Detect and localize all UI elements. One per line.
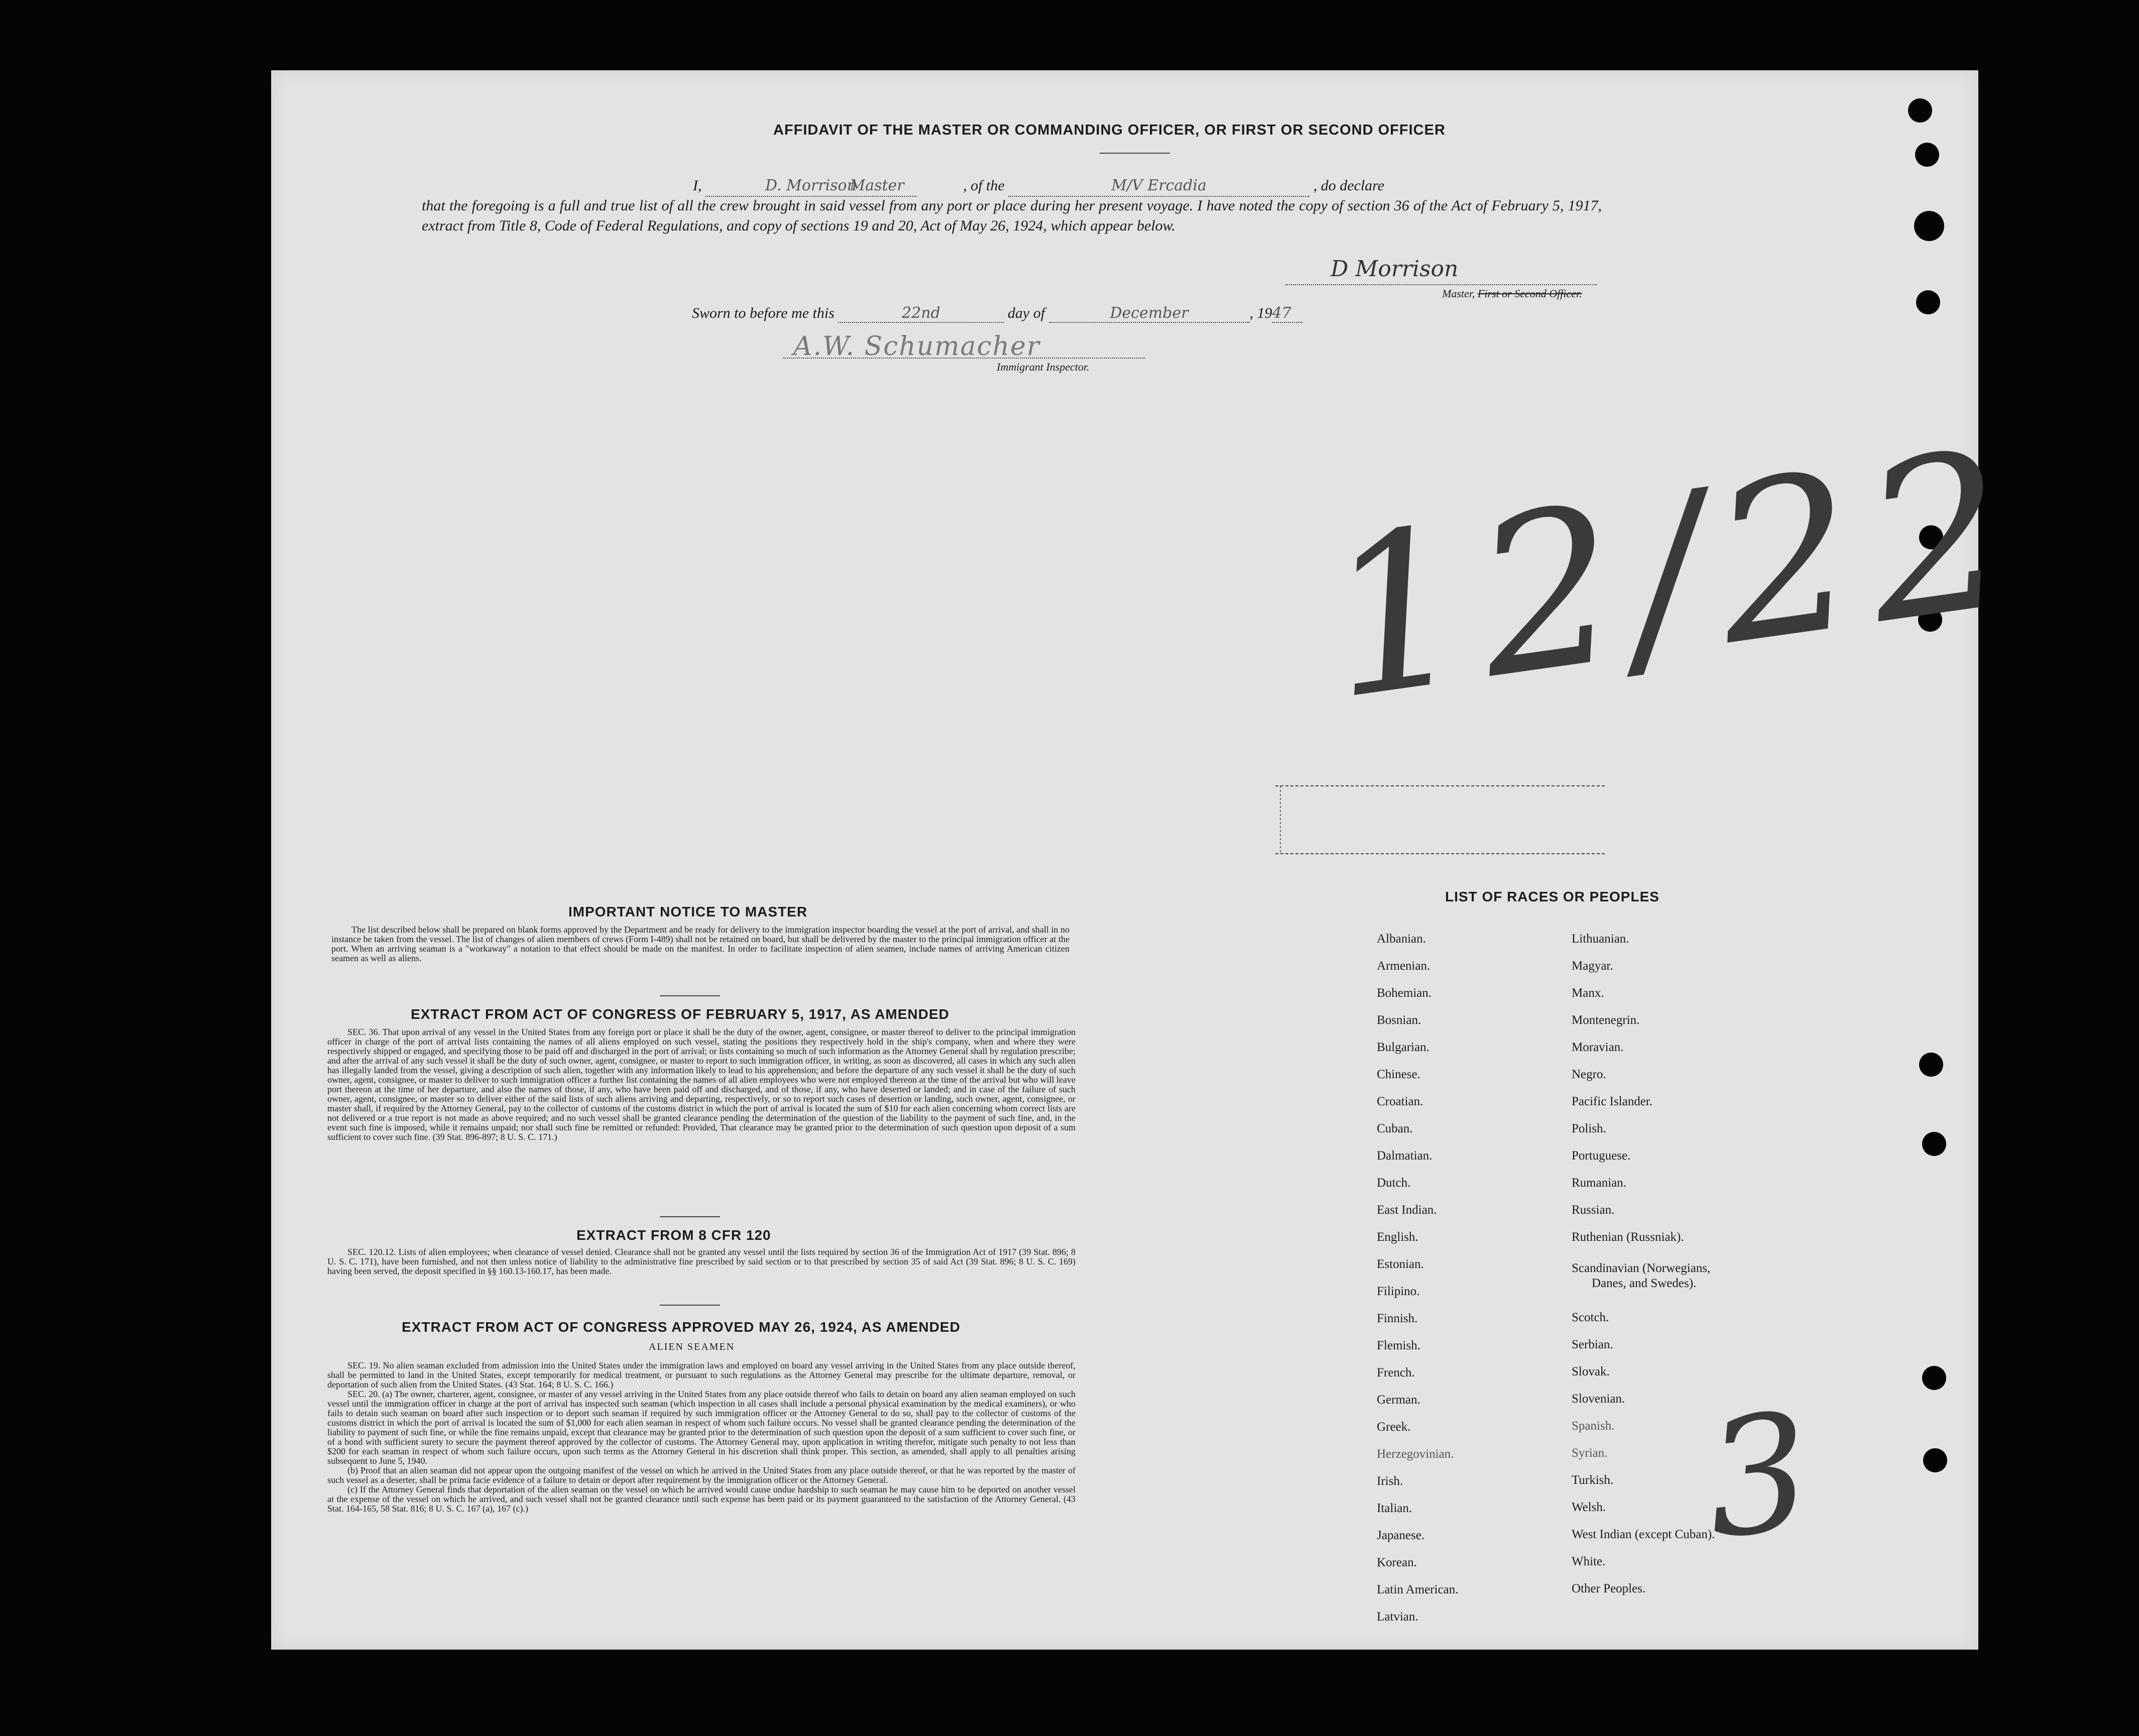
race-item: Serbian.: [1572, 1338, 1613, 1351]
inspector-signature-line: [783, 358, 1145, 359]
section-rule: [660, 1216, 720, 1217]
race-item: White.: [1572, 1555, 1606, 1568]
race-item: Irish.: [1377, 1474, 1403, 1488]
race-item: Dutch.: [1377, 1176, 1411, 1190]
affidavit-declaration: [422, 176, 1602, 197]
punch-hole: [1915, 143, 1939, 167]
race-item: Cuban.: [1377, 1122, 1413, 1135]
race-item: Welsh.: [1572, 1500, 1606, 1514]
officer-caption-struck: First or Second Officer.: [1477, 287, 1582, 300]
extract-1924-sec19: SEC. 19. No alien seaman excluded from admission into the United States under the immigration laws and employed on board any vessel arriving in the United States from any place outside thereof, shall be permitted to land in the United States, except temporarily for medical treatment, or pursuant to such regulations as the Attorney General may prescribe for the ultimate departure, removal, or deportation of such alien from the United States. (43 Stat. 164; 8 U. S. C. 166.): [327, 1360, 1076, 1390]
race-item: Albanian.: [1377, 932, 1426, 946]
race-item: Manx.: [1572, 986, 1604, 1000]
master-caption: Master,: [1442, 287, 1475, 300]
inspector-caption: Immigrant Inspector.: [997, 361, 1090, 373]
master-signature: D Morrison: [1331, 256, 1459, 282]
race-item: Pacific Islander.: [1572, 1095, 1653, 1108]
race-item: Dalmatian.: [1377, 1149, 1433, 1163]
do-declare-label: , do declare: [1313, 177, 1384, 194]
race-item: Turkish.: [1572, 1473, 1614, 1487]
punch-hole: [1919, 1053, 1943, 1077]
notice-text: [331, 925, 1070, 963]
race-item: Slovenian.: [1572, 1392, 1625, 1406]
race-item: Filipino.: [1377, 1285, 1420, 1298]
race-item: Latvian.: [1377, 1610, 1418, 1624]
extract-1924-subtitle: ALIEN SEAMEN: [649, 1341, 735, 1352]
race-item: Bulgarian.: [1377, 1040, 1430, 1054]
race-item: Polish.: [1572, 1122, 1606, 1135]
race-item: Magyar.: [1572, 959, 1613, 973]
race-item: Greek.: [1377, 1420, 1411, 1434]
race-item: Montenegrin.: [1572, 1013, 1640, 1027]
race-item: Japanese.: [1377, 1529, 1425, 1542]
race-item: West Indian (except Cuban).: [1572, 1528, 1715, 1541]
day-of-label: day of: [1007, 305, 1045, 321]
race-item: Latin American.: [1377, 1583, 1459, 1596]
race-item: French.: [1377, 1366, 1415, 1379]
race-item: Rumanian.: [1572, 1176, 1627, 1190]
race-item: Chinese.: [1377, 1068, 1420, 1081]
race-item: Slovak.: [1572, 1365, 1610, 1378]
race-item: Lithuanian.: [1572, 932, 1629, 946]
race-item: Syrian.: [1572, 1446, 1608, 1460]
section-rule: [660, 995, 720, 996]
race-item: Armenian.: [1377, 959, 1431, 973]
master-name-field: D. Morrison: [705, 176, 916, 197]
race-item: Herzegovinian.: [1377, 1447, 1454, 1461]
notice-paragraph: The list described below shall be prepared on blank forms approved by the Department and be ready for delivery to the immigration inspector boarding the vessel at the port of arrival, and shall in no instance be taken from the vessel. The list of changes of alien members of crews (Form I-489) shall not be retained on board, but shall be delivered by the master to the principal immigration officer at the port. When an arriving seaman is a "workaway" a notation to that effect should be made on the manifest. In order to facilitate inspection of alien seamen, include names of arriving American citizen seamen as well as aliens.: [331, 924, 1070, 963]
vessel-name-field: M/V Ercadia: [1008, 176, 1310, 197]
affidavit-body: that the foregoing is a full and true list of all the crew brought in said vessel from any port or place during her present voyage. I have noted the copy of section 36 of the Act of February 5, 1917, extract from Title 8, Code of Federal Regulations, and copy of sections 19 and 20, Act of May 26, 1924, which appear below.: [422, 197, 1602, 234]
race-item: Other Peoples.: [1572, 1582, 1646, 1595]
sworn-day-field: 22nd: [838, 304, 1004, 323]
sworn-line: [692, 304, 1302, 323]
i-label: I,: [693, 177, 702, 194]
sworn-year-field: 47: [1272, 304, 1302, 323]
race-item: Ruthenian (Russniak).: [1572, 1230, 1684, 1244]
race-item: Spanish.: [1572, 1419, 1615, 1433]
race-item: English.: [1377, 1230, 1418, 1244]
year-prefix: , 19: [1249, 305, 1272, 321]
race-item: Flemish.: [1377, 1339, 1420, 1352]
affidavit-title: AFFIDAVIT OF THE MASTER OR COMMANDING OFFICER, OR FIRST OR SECOND OFFICER: [773, 122, 1446, 138]
race-item: Scotch.: [1572, 1311, 1609, 1324]
extract-1924-sec20c: (c) If the Attorney General finds that deportation of the alien seaman on the vessel on which he arrived would cause undue hardship to such seaman he may cause him to be deported on another vessel at the expense of the vessel on which he arrived, and such vessel shall not be granted clearance until such expense has been paid or its payment guaranteed to the satisfaction of the Attorney General. (43 Stat. 164-165, 58 Stat. 816; 8 U. S. C. 167 (a), 167 (c).): [327, 1484, 1076, 1514]
punch-hole: [1922, 1132, 1946, 1156]
sworn-label: Sworn to before me this: [692, 305, 835, 321]
rank-field: Master: [850, 177, 904, 194]
sworn-month-field: December: [1049, 304, 1250, 323]
race-item: German.: [1377, 1393, 1420, 1407]
extract-1924-sec20a: SEC. 20. (a) The owner, charterer, agent, consignee, or master of any vessel arriving in the United States from any place outside thereof who fails to detain on board any alien seaman employed on such vessel until the immigration officer in charge at the port of arrival has inspected such seaman (which inspection in all cases shall include a personal physical examination by the medical examiners), or who fails to detain such seaman on board after such inspection or to deport such seaman if required by such immigration officer or the Attorney General to do so, shall pay to the collector of customs of the customs district in which the port of arrival is located the sum of $1,000 for each alien seaman in respect of whom such failure occurs. No vessel shall be granted clearance pending the determination of the liability to payment of such fine, or while the fine remains unpaid, except that clearance may be granted prior to the determination of such question upon the deposit of a sum sufficient to cover such fine, or of a bond with sufficient surety to secure the payment thereof approved by the collector of customs. The Attorney General may, upon application in writing therefor, mitigate such penalty to not less than $200 for each seaman in respect of whom such failure occurs, upon such terms as the Attorney General in his discretion shall think proper. This section, as amended, shall apply to all penalties arising subsequent to June 5, 1940.: [327, 1389, 1076, 1466]
race-item: East Indian.: [1377, 1203, 1437, 1217]
signature-caption: [1442, 287, 1582, 300]
handwritten-large-number: 12/22: [1311, 402, 2038, 748]
punch-hole: [1923, 1448, 1947, 1472]
race-item: Moravian.: [1572, 1040, 1624, 1054]
extract-1924-sec20b: (b) Proof that an alien seaman did not appear upon the outgoing manifest of the vessel on which he arrived in the United States from any place outside thereof, or that he was reported by the master of such vessel as a deserter, shall be prima facie evidence of a failure to detain or deport after requirement by the immigration officer or the Attorney General.: [327, 1465, 1076, 1485]
race-item: Finnish.: [1377, 1312, 1418, 1325]
of-the-label: , of the: [963, 177, 1005, 194]
race-item: Croatian.: [1377, 1095, 1423, 1108]
race-item: Portuguese.: [1572, 1149, 1631, 1163]
races-title: LIST OF RACES OR PEOPLES: [1445, 889, 1659, 904]
extract-1917-text: [327, 1027, 1076, 1142]
section-rule: [660, 1305, 720, 1306]
race-item: Korean.: [1377, 1556, 1417, 1569]
handwritten-page-number: 3: [1698, 1378, 1819, 1575]
race-item: Danes, and Swedes).: [1592, 1277, 1697, 1290]
race-item: Scandinavian (Norwegians,: [1572, 1261, 1711, 1275]
punch-hole: [1908, 98, 1932, 123]
extract-cfr-text: [327, 1247, 1076, 1276]
extract-cfr-paragraph: SEC. 120.12. Lists of alien employees; when clearance of vessel denied. Clearance shall not be granted any vessel until the lists required by section 36 of the Immigration Act of 1917 (39 Stat. 896; 8 U. S. C. 171), have been furnished, and not then unless notice of liability to the administrative fine prescribed by said section or to that prescribed by section 35 of said Act (39 Stat. 896; 8 U. S. C. 169) having been served, the deposit specified in §§ 160.13-160.17, has been made.: [327, 1247, 1076, 1276]
punch-hole: [1914, 211, 1944, 241]
race-item: Estonian.: [1377, 1257, 1424, 1271]
inspector-signature: A.W. Schumacher: [793, 331, 1040, 362]
extract-1924-text: [327, 1361, 1076, 1514]
signature-line: [1285, 284, 1597, 285]
handwritten-guide-lines: [1275, 773, 1627, 864]
race-item: Russian.: [1572, 1203, 1615, 1217]
notice-title: IMPORTANT NOTICE TO MASTER: [568, 904, 808, 919]
extract-1924-title: EXTRACT FROM ACT OF CONGRESS APPROVED MAY 26, 1924, AS AMENDED: [402, 1319, 961, 1335]
race-item: Bosnian.: [1377, 1013, 1421, 1027]
punch-hole: [1922, 1366, 1946, 1390]
race-item: Negro.: [1572, 1068, 1606, 1081]
race-item: Bohemian.: [1377, 986, 1432, 1000]
punch-hole: [1916, 290, 1940, 314]
extract-1917-paragraph: SEC. 36. That upon arrival of any vessel in the United States from any foreign port or place it shall be the duty of the owner, agent, consignee, or master thereof to deliver to the principal immigration officer in charge of the port of arrival lists containing the names of all aliens employed on such vessel, stating the positions they respectively hold in the ship's company, when and where they were respectively shipped or engaged, and specifying those to be paid off and discharged in the port of arrival; or lists containing so much of such information as the Attorney General shall by regulation prescribe; and after the arrival of any such vessel it shall be the duty of such owner, agent, consignee, or master to report to such immigration officer, in writing, as soon as discovered, all cases in which any such alien has illegally landed from the vessel, giving a description of such alien, together with any information likely to lead to his apprehension; and before the departure of any such vessel it shall be the duty of such owner, agent, consignee, or master to deliver to such immigration officer a further list containing the names of all alien employees who were not employed thereon at the time of the arrival but who will leave port thereon at the time of her departure, and also the names of those, if any, who have been paid off and discharged, and of those, if any, who have deserted or landed; and in case of the failure of such owner, agent, consignee, or master so to deliver either of the said lists of such aliens arriving and departing, respectively, or so to report such cases of desertion or landing, such owner, agent, consignee, or master shall, if required by the Attorney General, pay to the collector of customs of the customs district in which the port of arrival is located the sum of $10 for each alien concerning whom correct lists are not delivered or a true report is not made as above required; and no such vessel shall be granted clearance pending the determination of the question of the liability to the payment of such fine, and, in the event such fine is imposed, while it remains unpaid; nor shall such fine be remitted or refunded: Provided, That clearance may be granted prior to the determination of such question upon deposit of a sum sufficient to cover such fine. (39 Stat. 896-897; 8 U. S. C. 171.): [327, 1027, 1076, 1142]
race-item: Italian.: [1377, 1501, 1412, 1515]
extract-cfr-title: EXTRACT FROM 8 CFR 120: [576, 1227, 771, 1243]
title-rule: [1100, 153, 1170, 154]
extract-1917-title: EXTRACT FROM ACT OF CONGRESS OF FEBRUARY 5, 1917, AS AMENDED: [411, 1006, 949, 1022]
